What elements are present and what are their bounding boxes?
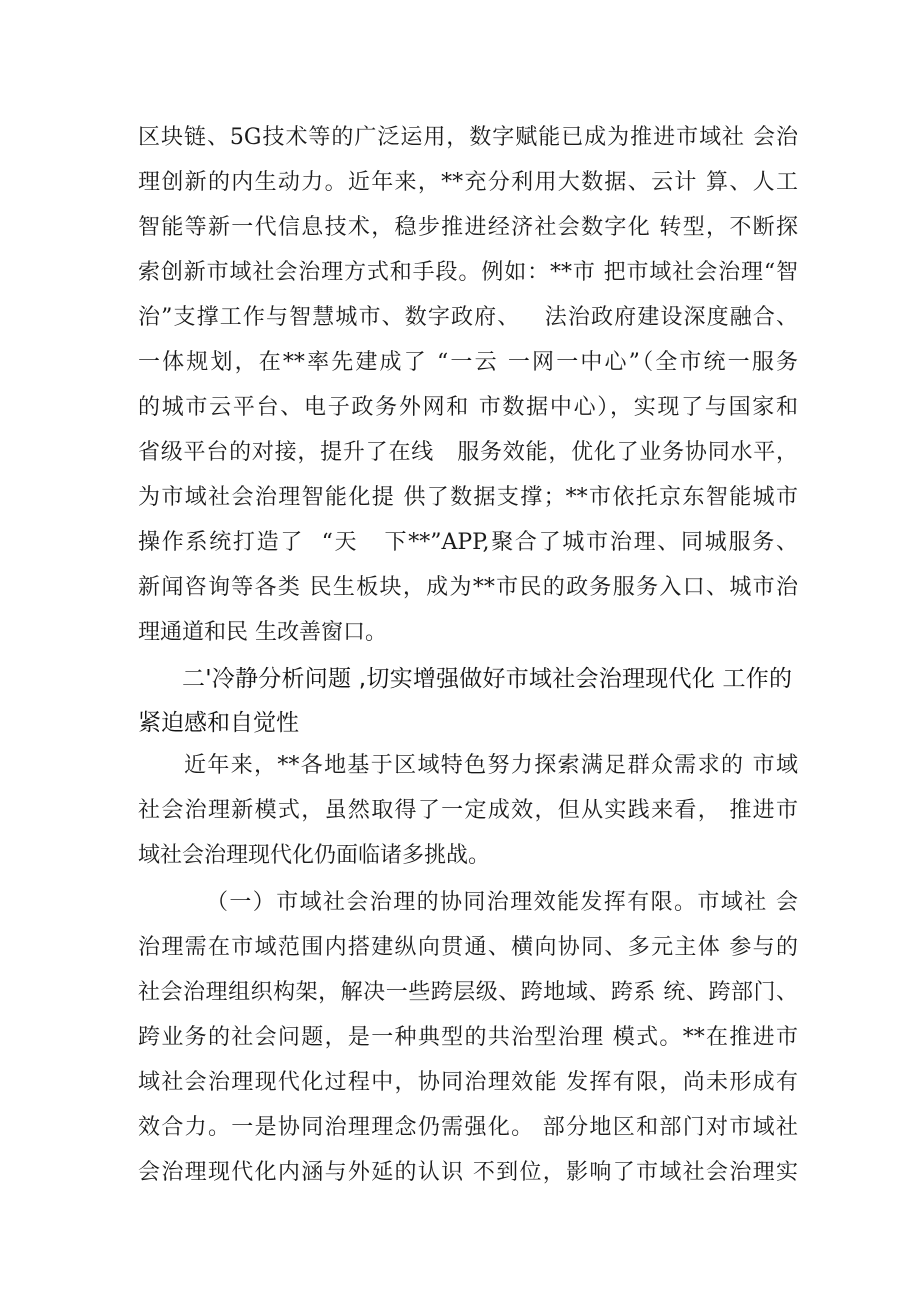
paragraph-3-line-5: 域社会治理现代化过程中，协同治理效能 发挥有限，尚未形成有	[138, 1070, 798, 1095]
paragraph-1-line-11: 新闻咨询等各类 民生板块，成为**市民的政务服务入口、城市治	[138, 575, 798, 600]
paragraph-1-line-3: 智能等新一代信息技术，稳步推进经济社会数字化 转型，不断探	[138, 215, 798, 240]
section-heading-line-1: 二'冷静分析问题 ,切实增强做好市域社会治理现代化 工作的	[182, 666, 792, 692]
paragraph-1-line-1: 区块链、5G技术等的广泛运用，数字赋能已成为推进市域社 会治	[138, 125, 798, 150]
paragraph-3-line-7: 会治理现代化内涵与外延的认识 不到位，影响了市域社会治理实	[138, 1160, 798, 1185]
paragraph-1-line-8: 省级平台的对接，提升了在线 服务效能，优化了业务协同水平，	[138, 440, 798, 465]
paragraph-1-line-7: 的城市云平台、电子政务外网和 市数据中心），实现了与国家和	[138, 395, 798, 420]
paragraph-1-line-10: 操作系统打造了 “天 下**”APP,聚合了城市治理、同城服务、	[138, 530, 798, 555]
paragraph-1-line-4: 索创新市域社会治理方式和手段。例如：**市 把市域社会治理“智	[138, 260, 798, 285]
paragraph-1-line-2: 理创新的内生动力。近年来，**充分利用大数据、云计 算、人工	[138, 170, 798, 195]
paragraph-1-line-12: 理通道和民 生改善窗口。	[138, 620, 387, 645]
paragraph-2-line-2: 社会治理新模式，虽然取得了一定成效，但从实践来看， 推进市	[138, 798, 798, 823]
paragraph-3-line-1: （一）市域社会治理的协同治理效能发挥有限。市域社 会	[206, 890, 798, 915]
paragraph-1-line-5: 治”支撑工作与智慧城市、数字政府、 法治政府建设深度融合、	[138, 305, 798, 330]
paragraph-1-line-9: 为市域社会治理智能化提 供了数据支撑；**市依托京东智能城市	[138, 485, 798, 510]
paragraph-2-line-1: 近年来，**各地基于区域特色努力探索满足群众需求的 市域	[184, 753, 798, 778]
paragraph-3-line-3: 社会治理组织构架，解决一些跨层级、跨地域、跨系 统、跨部门、	[138, 980, 798, 1005]
section-heading-line-2: 紧迫感和自觉性	[138, 710, 299, 736]
paragraph-2-line-3: 域社会治理现代化仍面临诸多挑战。	[138, 843, 491, 868]
paragraph-3-line-2: 治理需在市域范围内搭建纵向贯通、横向协同、多元主体 参与的	[138, 935, 798, 960]
paragraph-1-line-6: 一体规划，在**率先建成了 “一云 一网一中心”（全市统一服务	[138, 350, 798, 375]
paragraph-3-line-6: 效合力。一是协同治理理念仍需强化。 部分地区和部门对市域社	[138, 1115, 798, 1140]
paragraph-3-line-4: 跨业务的社会问题，是一种典型的共治型治理 模式。**在推进市	[138, 1025, 798, 1050]
